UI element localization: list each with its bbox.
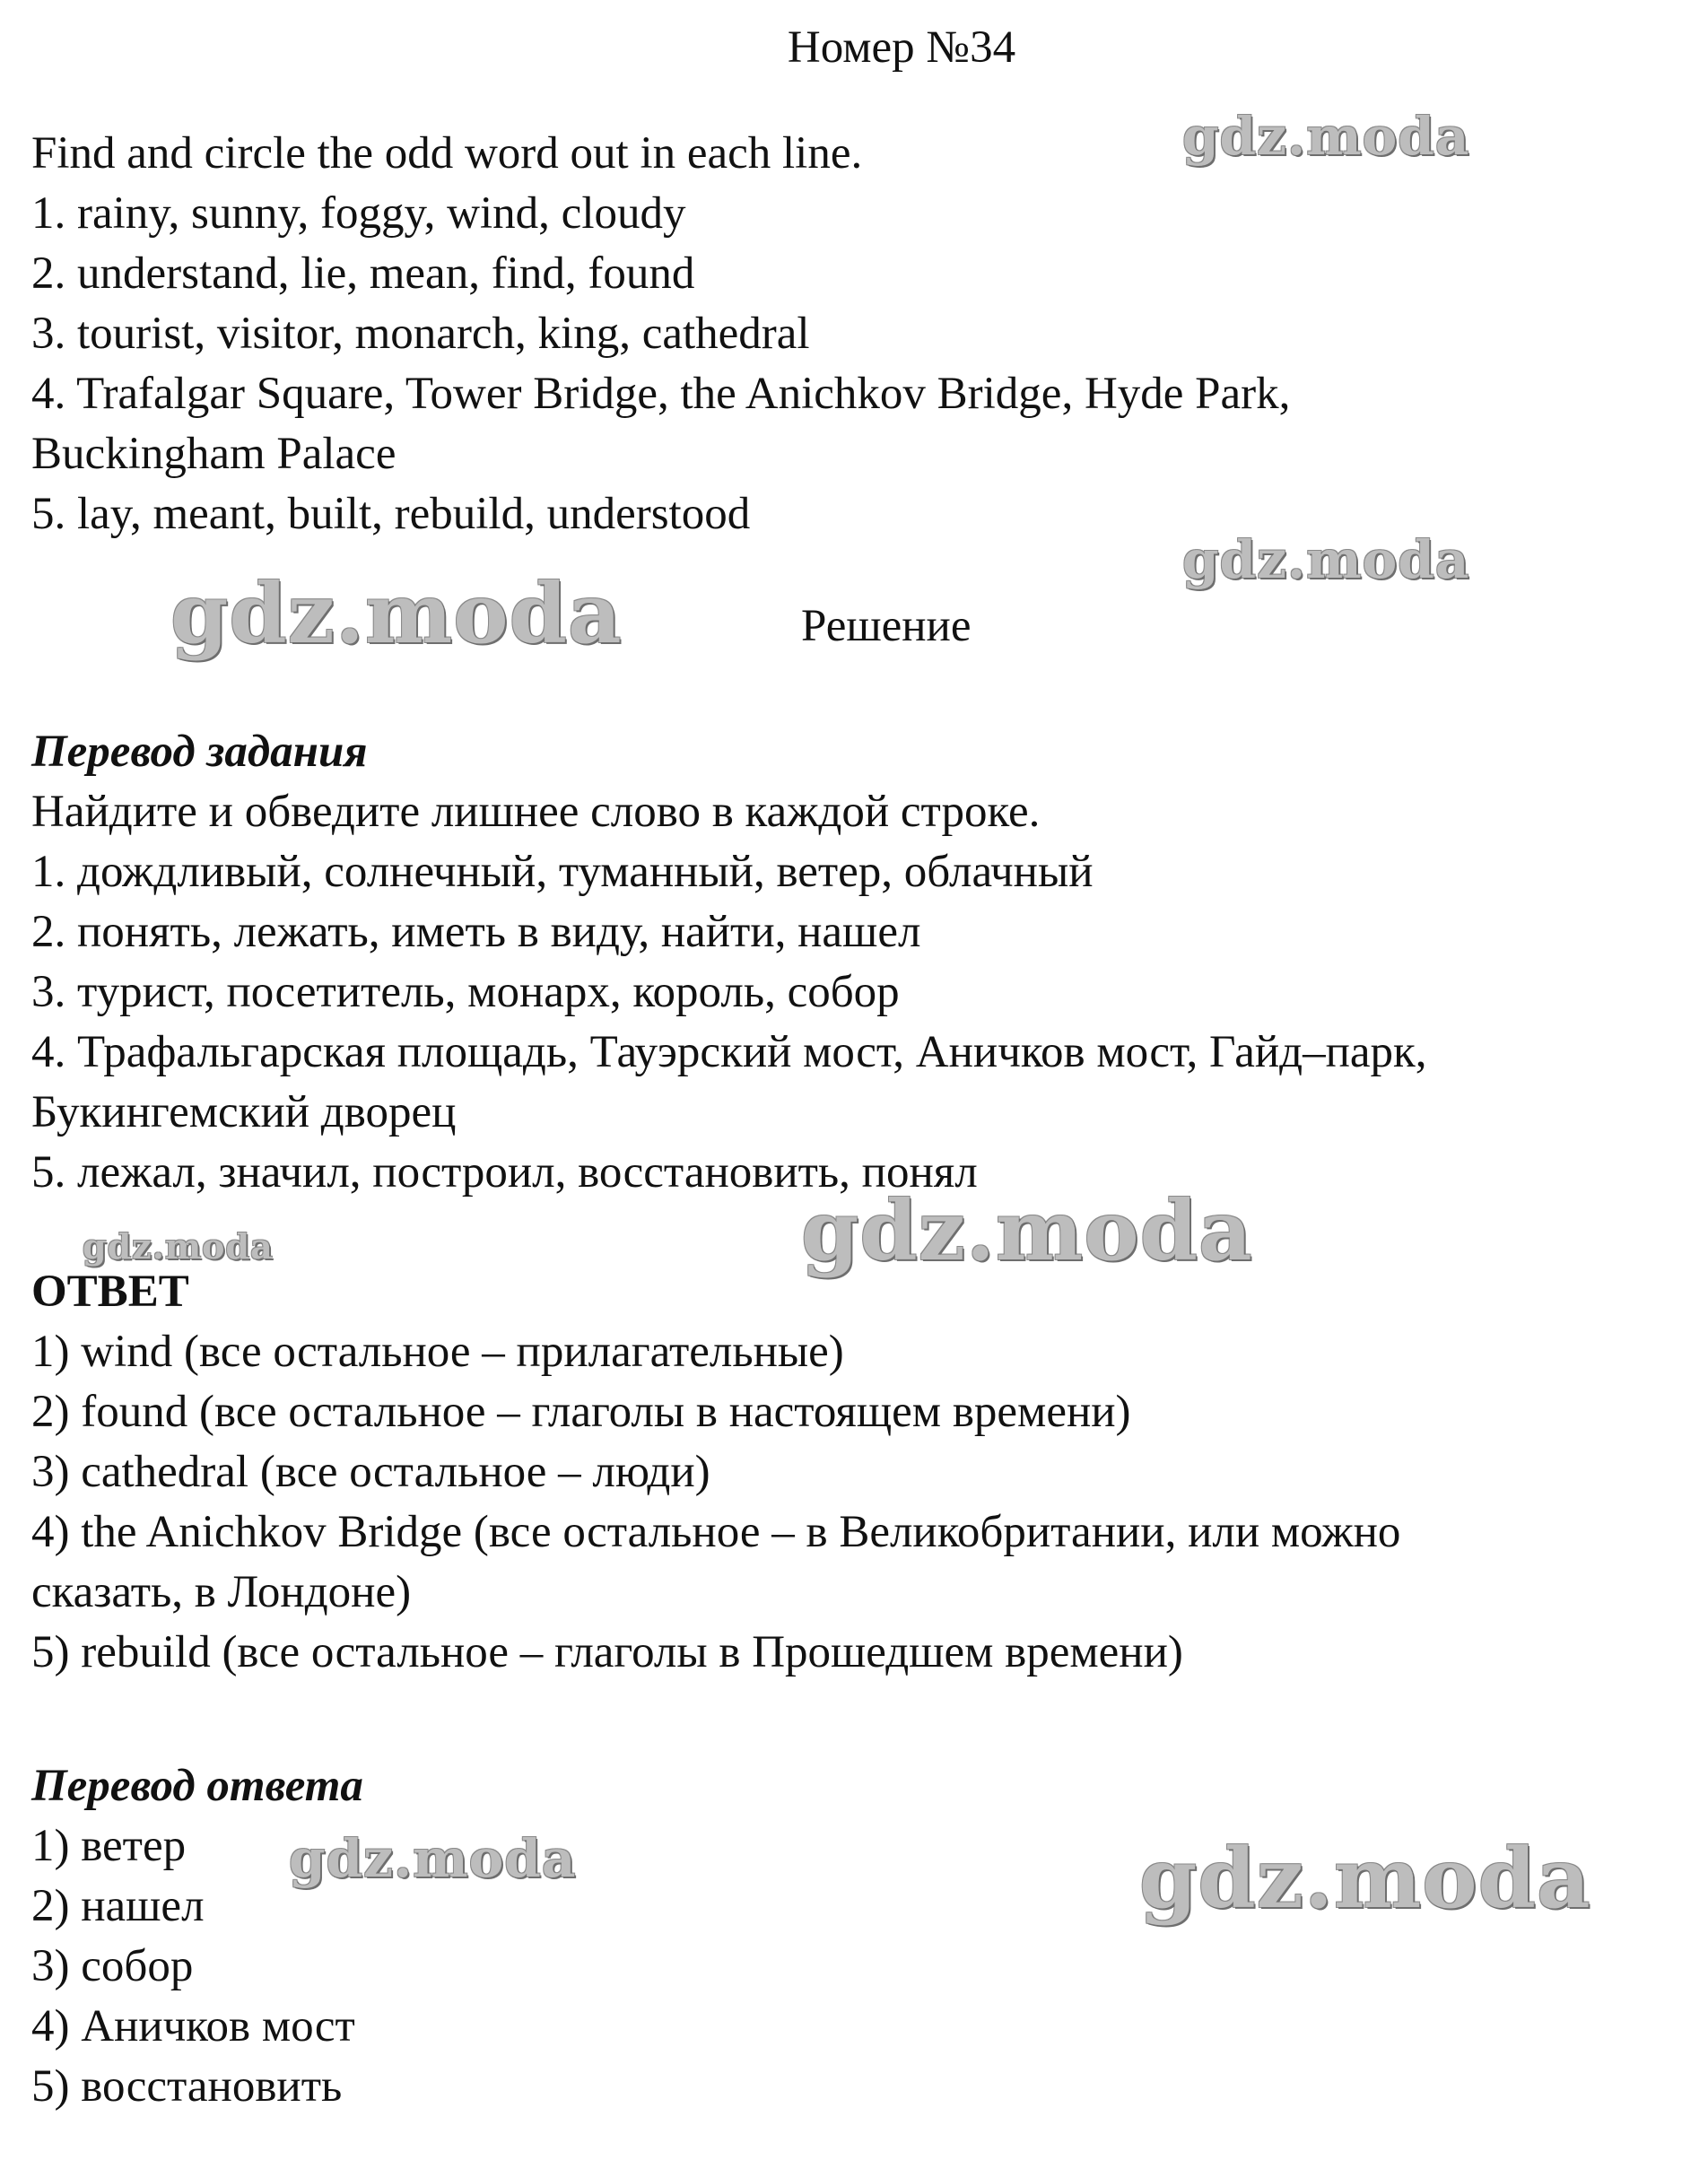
watermark: gdz.moda (801, 1182, 1253, 1279)
translation-line-1: 1. дождливый, солнечный, туманный, ветер, облачный (31, 847, 1094, 897)
answer-translation-heading: Перевод ответа (31, 1761, 363, 1811)
watermark: gdz.moda (289, 1828, 577, 1889)
watermark: gdz.moda (1139, 1830, 1591, 1927)
translation-heading: Перевод задания (31, 727, 368, 777)
translation-line-2: 2. понять, лежать, иметь в виду, найти, нашел (31, 907, 921, 957)
answer-translation-line-2: 2) нашел (31, 1881, 205, 1931)
task-line-3: 3. tourist, visitor, monarch, king, cathedral (31, 309, 810, 359)
task-instruction: Find and circle the odd word out in each line. (31, 128, 863, 179)
answer-translation-line-1: 1) ветер (31, 1821, 187, 1871)
solution-label: Решение (801, 601, 972, 651)
answer-line-2: 2) found (все остальное – глаголы в настоящем времени) (31, 1387, 1131, 1437)
answer-line-3: 3) cathedral (все остальное – люди) (31, 1447, 710, 1497)
task-line-1: 1. rainy, sunny, foggy, wind, cloudy (31, 188, 686, 239)
answer-translation-line-3: 3) собор (31, 1941, 194, 1991)
task-line-2: 2. understand, lie, mean, find, found (31, 248, 695, 299)
translation-line-4-cont: Букингемский дворец (31, 1087, 457, 1137)
task-line-4-cont: Buckingham Palace (31, 429, 396, 479)
task-line-5: 5. lay, meant, built, rebuild, understood (31, 489, 751, 539)
task-line-4: 4. Trafalgar Square, Tower Bridge, the Anichkov Bridge, Hyde Park, (31, 369, 1291, 419)
translation-line-3: 3. турист, посетитель, монарх, король, собор (31, 967, 900, 1017)
page-title: Номер №34 (787, 22, 1016, 73)
translation-line-5: 5. лежал, значил, построил, восстановить, понял (31, 1147, 978, 1198)
watermark: gdz.moda (170, 565, 623, 662)
answer-translation-line-5: 5) восстановить (31, 2061, 343, 2112)
answer-line-4: 4) the Anichkov Bridge (все остальное – в Великобритании, или можно (31, 1507, 1401, 1557)
answer-line-1: 1) wind (все остальное – прилагательные) (31, 1327, 844, 1377)
translation-instruction: Найдите и обведите лишнее слово в каждой строке. (31, 787, 1041, 837)
answer-line-4-cont: сказать, в Лондоне) (31, 1567, 412, 1617)
answer-translation-line-4: 4) Аничков мост (31, 2001, 355, 2051)
answer-heading: ОТВЕТ (31, 1267, 189, 1317)
answer-line-5: 5) rebuild (все остальное – глаголы в Прошедшем времени) (31, 1627, 1183, 1677)
watermark: gdz.moda (1182, 529, 1470, 590)
watermark: gdz.moda (83, 1226, 274, 1267)
translation-line-4: 4. Трафальгарская площадь, Тауэрский мост, Аничков мост, Гайд–парк, (31, 1027, 1427, 1077)
watermark: gdz.moda (1182, 106, 1470, 167)
